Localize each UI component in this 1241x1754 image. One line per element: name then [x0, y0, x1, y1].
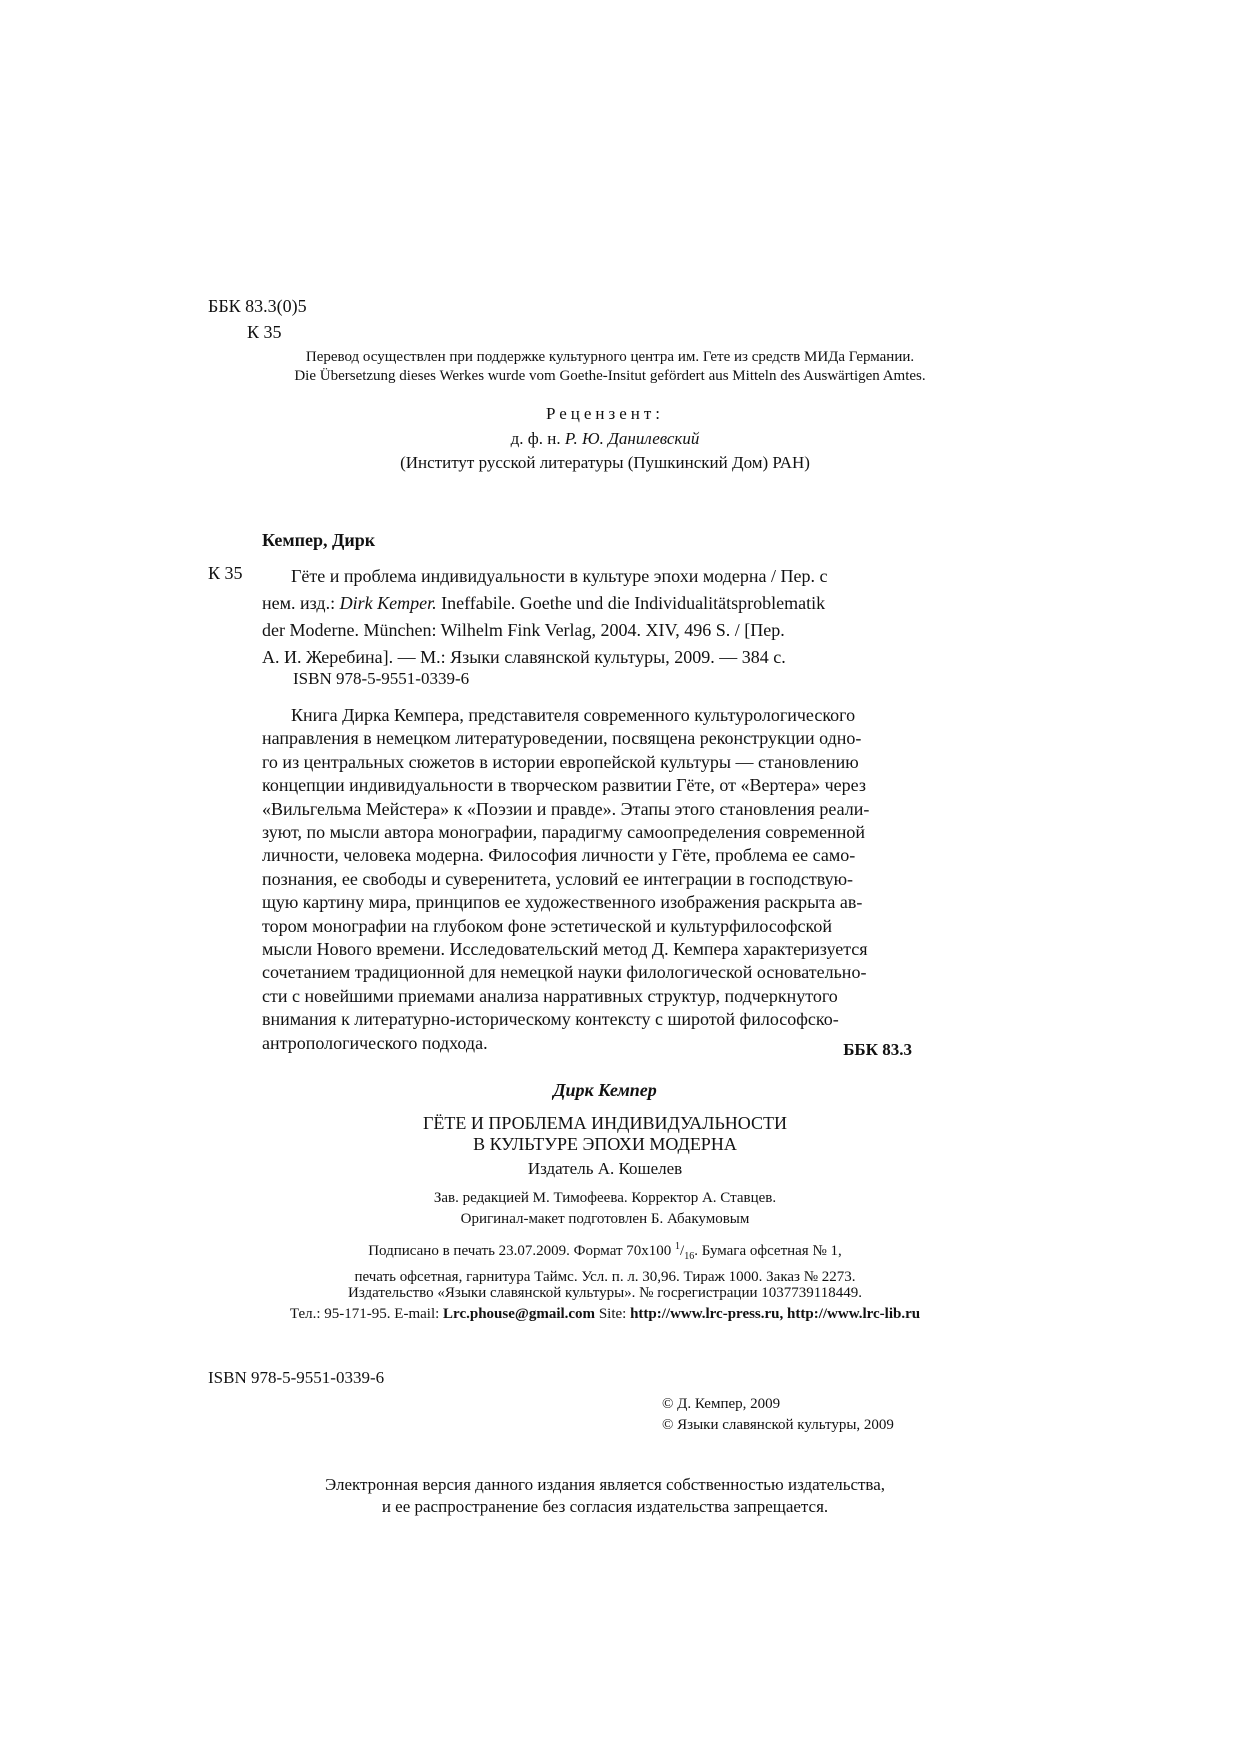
abstract-line: внимания к литературно-историческому контексту с широтой философско- — [262, 1009, 839, 1030]
imprint-title-line-1: ГЁТЕ И ПРОБЛЕМА ИНДИВИДУАЛЬНОСТИ — [422, 1113, 788, 1133]
reviewer-heading: Рецензент: — [545, 404, 665, 423]
copyright-publisher: © Языки славянской культуры, 2009 — [662, 1417, 894, 1433]
contact-tel: Тел.: 95-171-95. E-mail: — [289, 1306, 444, 1322]
catalog-bbk-short: ББК 83.3 — [843, 1040, 912, 1059]
print-line-1b: . Бумага офсетная № 1, — [694, 1243, 842, 1259]
copyright-block — [662, 1394, 894, 1436]
abstract-line: тором монографии на глубоком фоне эстетической и культурфилософской — [262, 915, 832, 936]
catalog-line-3: der Moderne. München: Wilhelm Fink Verlag, 2004. XIV, 496 S. / [Пер. — [262, 620, 785, 640]
publisher-house-line: Издательство «Языки славянской культуры». № госрегистрации 1037739118449. — [348, 1285, 862, 1301]
abstract-line: «Вильгельма Мейстера» к «Поэзии и правде». Этапы этого становления реали- — [262, 798, 870, 819]
print-line-1a: Подписано в печать 23.07.2009. Формат 70x100 — [368, 1243, 676, 1259]
imprint-author: Дирк Кемпер — [553, 1080, 657, 1100]
support-note-ru: Перевод осуществлен при поддержке культурного центра им. Гете из средств МИДа Германии. — [305, 349, 915, 365]
contact-sites: http://www.lrc-press.ru, http://www.lrc-lib.ru — [630, 1306, 921, 1322]
catalog-mark: К 35 — [208, 563, 243, 583]
catalog-description — [262, 563, 912, 671]
publisher-contact-line — [220, 1304, 990, 1325]
imprint-block — [300, 1080, 910, 1179]
imprint-print-line-1: Подписано в печать 23.07.2009. Формат 70x100 $^1/_{16}$. Бумага офсетная № 1, — [368, 1241, 842, 1262]
copyright-author: © Д. Кемпер, 2009 — [662, 1396, 781, 1412]
support-note-de: Die Übersetzung dieses Werkes wurde vom Goethe-Insitut gefördert aus Mitteln des Auswärtigen Amtes. — [294, 368, 926, 384]
abstract-line: Книга Дирка Кемпера, представителя современного культурологического — [291, 705, 856, 725]
abstract-line: мысли Нового времени. Исследовательский метод Д. Кемпера характеризуется — [262, 939, 868, 960]
imprint-publisher-contacts — [220, 1283, 990, 1325]
catalog-line-2b: Ineffabile. Goethe und die Individualitätsproblematik — [436, 593, 826, 613]
abstract-line: сти с новейшими приемами анализа нарративных структур, подчеркнутого — [262, 985, 838, 1006]
contact-site-label: Site: — [595, 1306, 631, 1322]
catalog-line-2a: нем. изд.: — [262, 593, 340, 613]
notice-line-2: и ее распространение без согласия издательства запрещается. — [381, 1497, 829, 1516]
format-numerator: 1 — [675, 1241, 681, 1252]
bbk-index: ББК 83.3(0)5 — [208, 296, 307, 316]
imprint-staff — [300, 1188, 910, 1230]
imprint-print-details — [250, 1236, 960, 1288]
imprint-staff-line-1: Зав. редакцией М. Тимофеева. Корректор А. Ставцев. — [433, 1190, 777, 1206]
abstract-line: личности, человека модерна. Философия личности у Гёте, проблема ее само- — [262, 845, 856, 866]
abstract-line: го из центральных сюжетов в истории европейской культуры — становлению — [262, 751, 859, 772]
catalog-author-heading: Кемпер, Дирк — [262, 530, 376, 550]
abstract-line: познания, ее свободы и суверенитета, условий ее интеграции в господствую- — [262, 868, 854, 889]
abstract-line: концепции индивидуальности в творческом развитии Гёте, от «Вертера» через — [262, 775, 866, 796]
format-denominator: 16 — [684, 1251, 695, 1262]
contact-email: Lrc.phouse@gmail.com — [443, 1306, 596, 1322]
imprint-title-line-2: В КУЛЬТУРЕ ЭПОХИ МОДЕРНА — [473, 1134, 737, 1154]
abstract-line: антропологического подхода. — [262, 1032, 488, 1053]
author-mark: К 35 — [247, 322, 282, 342]
isbn-bottom: ISBN 978-5-9551-0339-6 — [208, 1368, 385, 1387]
reviewer-name-line — [300, 429, 910, 449]
reviewer-institution: (Институт русской литературы (Пушкинский Дом) РАН) — [400, 453, 810, 472]
abstract-line: сочетанием традиционной для немецкой науки филологической основательно- — [262, 962, 867, 983]
catalog-abstract — [262, 704, 912, 1055]
notice-line-1: Электронная версия данного издания является собственностью издательства, — [324, 1475, 886, 1494]
catalog-line-1: Гёте и проблема индивидуальности в культуре эпохи модерна / Пер. с — [291, 566, 828, 586]
catalog-original-author: Dirk Kemper. — [339, 593, 437, 613]
reviewer-block — [300, 404, 910, 473]
reviewer-name: Р. Ю. Данилевский — [564, 429, 700, 448]
abstract-line: направления в немецком литературоведении, посвящена реконструкции одно- — [262, 728, 862, 749]
catalog-line-4: А. И. Жеребина]. — М.: Языки славянской культуры, 2009. — 384 с. — [262, 647, 786, 667]
imprint-staff-line-2: Оригинал-макет подготовлен Б. Абакумовым — [460, 1211, 750, 1227]
electronic-version-notice — [250, 1474, 960, 1518]
support-note — [200, 349, 1020, 385]
reviewer-degree: д. ф. н. — [510, 429, 561, 448]
catalog-line-2 — [262, 590, 912, 617]
abstract-line: зуют, по мысли автора монографии, парадигму самоопределения современной — [262, 822, 865, 843]
abstract-line: щую картину мира, принципов ее художественного изображения раскрыта ав- — [262, 892, 863, 913]
catalog-isbn: ISBN 978-5-9551-0339-6 — [293, 669, 470, 688]
imprint-print-line-2: печать офсетная, гарнитура Таймс. Усл. п. л. 30,96. Тираж 1000. Заказ № 2273. — [354, 1269, 856, 1285]
imprint-publisher: Издатель А. Кошелев — [527, 1159, 683, 1178]
